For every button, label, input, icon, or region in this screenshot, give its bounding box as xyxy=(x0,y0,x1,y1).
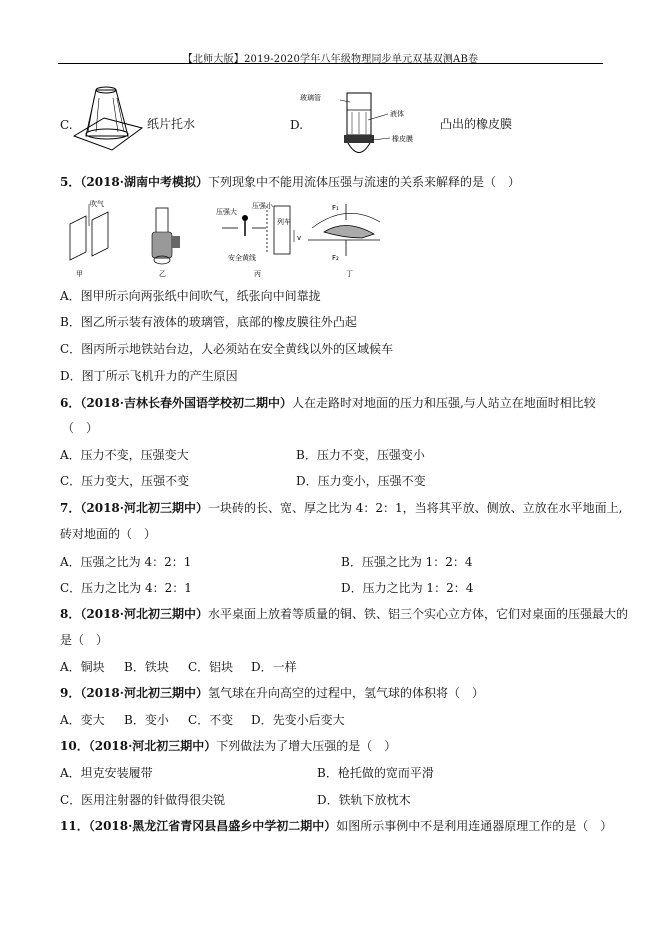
question-8-option-d: D．一样 xyxy=(251,660,297,674)
question-10-option-b: B．枪托做的宽而平滑 xyxy=(317,766,434,780)
question-7-option-a: A．压强之比为 4：2：1 xyxy=(60,555,192,569)
prev-option-d-letter: D. xyxy=(290,118,304,132)
fig-yi-label: 乙 xyxy=(159,270,166,278)
prev-option-d-caption: 凸出的橡皮膜 xyxy=(440,117,513,131)
question-text: 一块砖的长、宽、厚之比为 4：2：1，当将其平放、侧放、立放在水平地面上, xyxy=(207,501,623,515)
liquid-label: 液体 xyxy=(390,110,404,118)
question-8-stem: 8．（2018·河北初三期中）水平桌面上放着等质量的铜、铁、铝三个实心立方体，它们对桌面的压强最大的 xyxy=(60,607,628,621)
question-5-option-c: C．图丙所示地铁站台边，人必须站在安全黄线以外的区域候车 xyxy=(60,342,394,356)
question-source: （2018·吉林长春外国语学校初二期中） xyxy=(80,396,292,410)
header-rule xyxy=(58,63,603,64)
question-9-option-b: B．变小 xyxy=(124,713,169,727)
question-6-option-c: C．压力变大，压强不变 xyxy=(60,474,190,488)
question-8-option-c: C．铝块 xyxy=(188,660,234,674)
pressure-big-label: 压强大 xyxy=(216,208,237,216)
question-8-option-a: A．铜块 xyxy=(60,660,105,674)
question-6-option-d: D．压力变小，压强不变 xyxy=(296,474,426,488)
safety-line-label: 安全黄线 xyxy=(228,254,256,262)
question-number: 8 xyxy=(60,607,69,621)
train-label: 列车 xyxy=(277,218,291,226)
f1-label: F₁ xyxy=(332,204,339,212)
question-5-option-d: D．图丁所示飞机升力的产生原因 xyxy=(60,369,238,383)
question-5-stem: 5．（2018·湖南中考模拟）下列现象中不能用流体压强与流速的关系来解释的是（ ） xyxy=(60,175,520,189)
question-8-option-b: B．铁块 xyxy=(124,660,169,674)
question-9-option-d: D．先变小后变大 xyxy=(251,713,345,727)
question-source: （2018·湖南中考模拟） xyxy=(80,175,208,189)
blow-label: 吹气 xyxy=(90,200,104,208)
question-text: 下列现象中不能用流体压强与流速的关系来解释的是（ ） xyxy=(207,175,520,189)
question-10-stem: 10．（2018·河北初三期中）下列做法为了增大压强的是（ ） xyxy=(60,739,397,753)
question-number: 11 xyxy=(60,819,77,833)
question-number: 5 xyxy=(60,175,69,189)
question-6-option-a: A．压力不变，压强变大 xyxy=(60,448,189,462)
membrane-label: 橡皮膜 xyxy=(392,135,413,143)
question-source: （2018·河北初三期中） xyxy=(80,501,208,515)
question-10-option-d: D．铁轨下放枕木 xyxy=(317,793,411,807)
question-6-stem: 6．（2018·吉林长春外国语学校初二期中）人在走路时对地面的压力和压强,与人站立在地面时相比较 xyxy=(60,396,596,410)
velocity-label: v xyxy=(297,234,302,242)
fig-ding-label: 丁 xyxy=(346,270,353,278)
question-9-stem: 9．（2018·河北初三期中）氢气球在升向高空的过程中，氢气球的体积将（ ） xyxy=(60,686,484,700)
question-7-stem-cont: 砖对地面的（ ） xyxy=(60,527,157,541)
glass-tube-label: 玻璃管 xyxy=(300,94,321,102)
question-6-paren: （ ） xyxy=(62,421,99,435)
question-9-option-a: A．变大 xyxy=(60,713,105,727)
question-10-option-c: C．医用注射器的针做得很尖锐 xyxy=(60,793,226,807)
question-number: 10 xyxy=(60,739,77,753)
question-6-option-b: B．压力不变，压强变小 xyxy=(296,448,425,462)
question-text: 人在走路时对地面的压力和压强,与人站立在地面时相比较 xyxy=(291,396,596,410)
question-number: 6 xyxy=(60,396,69,410)
question-source: （2018·黑龙江省青冈县昌盛乡中学初二期中） xyxy=(88,819,337,833)
question-7-option-c: C．压力之比为 4：2：1 xyxy=(60,581,192,595)
question-text: 水平桌面上放着等质量的铜、铁、铝三个实心立方体，它们对桌面的压强最大的 xyxy=(207,607,628,621)
question-7-stem: 7．（2018·河北初三期中）一块砖的长、宽、厚之比为 4：2：1，当将其平放、侧放、立放在水平地面上, xyxy=(60,501,623,515)
question-7-option-d: D．压力之比为 1：2：4 xyxy=(341,581,474,595)
question-text: 如图所示事例中不是利用连通器原理工作的是（ ） xyxy=(336,819,613,833)
question-5-figures xyxy=(62,196,382,280)
question-9-option-c: C．不变 xyxy=(188,713,234,727)
prev-option-c-letter: C. xyxy=(60,118,73,132)
f2-label: F₂ xyxy=(332,254,339,262)
prev-option-c-caption: 纸片托水 xyxy=(147,117,196,131)
question-source: （2018·河北初三期中） xyxy=(80,607,208,621)
question-5-option-b: B．图乙所示装有液体的玻璃管，底部的橡皮膜往外凸起 xyxy=(60,315,357,329)
question-source: （2018·河北初三期中） xyxy=(80,686,208,700)
pressure-small-label: 压强小 xyxy=(252,202,273,210)
paper-holds-water-figure xyxy=(72,78,144,152)
page-header: 【北师大版】2019-2020学年八年级物理同步单元双基双测AB卷 xyxy=(182,54,479,65)
question-5-option-a: A．图甲所示向两张纸中间吹气，纸张向中间靠拢 xyxy=(60,289,321,303)
question-10-option-a: A．坦克安装履带 xyxy=(60,766,153,780)
question-text: 下列做法为了增大压强的是（ ） xyxy=(216,739,397,753)
question-8-stem-cont: 是（ ） xyxy=(60,633,109,647)
question-7-option-b: B．压强之比为 1：2：4 xyxy=(341,555,473,569)
fig-jia-label: 甲 xyxy=(76,270,83,278)
question-number: 9 xyxy=(60,686,69,700)
question-11-stem: 11．（2018·黑龙江省青冈县昌盛乡中学初二期中）如图所示事例中不是利用连通器原理工作的是（ ） xyxy=(60,819,613,833)
question-number: 7 xyxy=(60,501,69,515)
fig-bing-label: 丙 xyxy=(254,270,261,278)
question-text: 氢气球在升向高空的过程中，氢气球的体积将（ ） xyxy=(207,686,484,700)
question-source: （2018·河北初三期中） xyxy=(88,739,217,753)
